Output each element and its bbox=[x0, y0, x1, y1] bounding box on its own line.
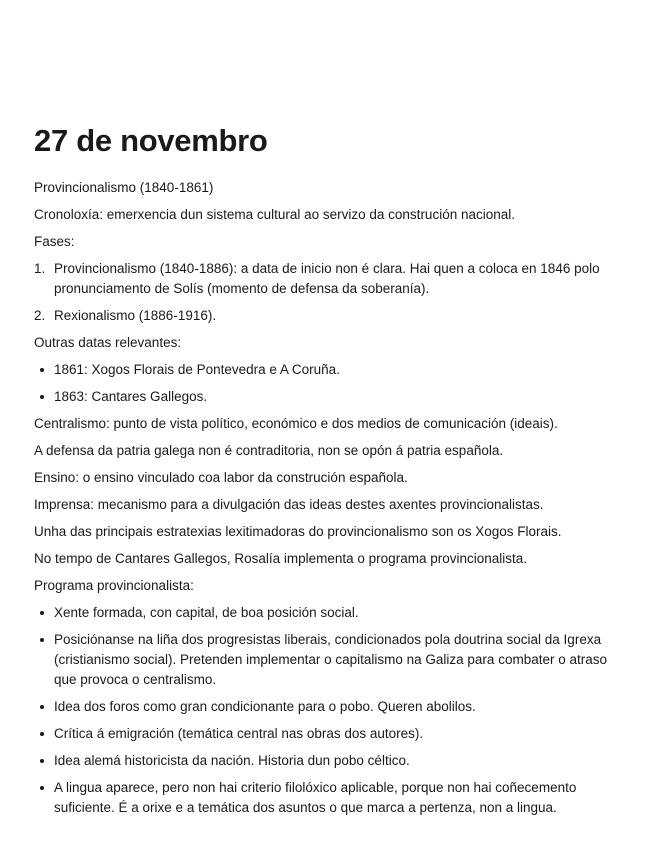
list-item: 1863: Cantares Gallegos. bbox=[54, 387, 614, 407]
list-item: A lingua aparece, pero non hai criterio filolóxico aplicable, porque non hai coñecemento suficiente. É a orixe e a temática dos asuntos o que marca a pertenza, non a lingua. bbox=[54, 778, 614, 818]
body-paragraph: Unha das principais estratexias lexitimadoras do provincionalismo son os Xogos Florais. bbox=[34, 524, 562, 539]
program-list bbox=[34, 603, 614, 818]
intro-paragraph: Cronoloxía: emerxencia dun sistema cultural ao servizo da construción nacional. bbox=[34, 207, 515, 222]
list-item-text: Rexionalismo (1886-1916). bbox=[54, 308, 217, 323]
list-item bbox=[34, 306, 614, 326]
phases-list bbox=[34, 259, 614, 326]
list-item-text: Provincionalismo (1840-1886): a data de inicio non é clara. Hai quen a coloca en 1846 polo pronunciamento de Solís (momento de defensa da soberanía). bbox=[54, 261, 600, 296]
other-dates-list bbox=[34, 360, 614, 407]
body-paragraph: A defensa da patria galega non é contraditoria, non se opón á patria española. bbox=[34, 443, 504, 458]
intro-paragraph: Fases: bbox=[34, 234, 75, 249]
intro-paragraph: Provincionalismo (1840-1861) bbox=[34, 180, 214, 195]
list-item: Idea alemá historicista da nación. Historia dun pobo céltico. bbox=[54, 751, 614, 771]
list-item: Xente formada, con capital, de boa posición social. bbox=[54, 603, 614, 623]
page-title: 27 de novembro bbox=[34, 123, 268, 158]
body-paragraph: Imprensa: mecanismo para a divulgación das ideas destes axentes provincionalistas. bbox=[34, 497, 544, 512]
list-item: Posiciónanse na liña dos progresistas liberais, condicionados pola doutrina social da Igrexa (cristianismo social). Pretenden implementar o capitalismo na Galiza para combater o atraso que provoca o centralismo. bbox=[54, 630, 614, 690]
body-paragraph: Ensino: o ensino vinculado coa labor da construción española. bbox=[34, 470, 408, 485]
other-dates-label: Outras datas relevantes: bbox=[34, 335, 182, 350]
body-paragraph: No tempo de Cantares Gallegos, Rosalía implementa o programa provincionalista. bbox=[34, 551, 528, 566]
list-item: Crítica á emigración (temática central nas obras dos autores). bbox=[54, 724, 614, 744]
program-label: Programa provincionalista: bbox=[34, 578, 194, 593]
list-item: Idea dos foros como gran condicionante para o pobo. Queren abolilos. bbox=[54, 697, 614, 717]
list-number: 1. bbox=[34, 261, 46, 276]
body-paragraph: Centralismo: punto de vista político, económico e dos medios de comunicación (ideais). bbox=[34, 416, 558, 431]
list-item bbox=[34, 259, 614, 299]
list-number: 2. bbox=[34, 308, 46, 323]
list-item: 1861: Xogos Florais de Pontevedra e A Coruña. bbox=[54, 360, 614, 380]
document-page bbox=[34, 120, 614, 825]
